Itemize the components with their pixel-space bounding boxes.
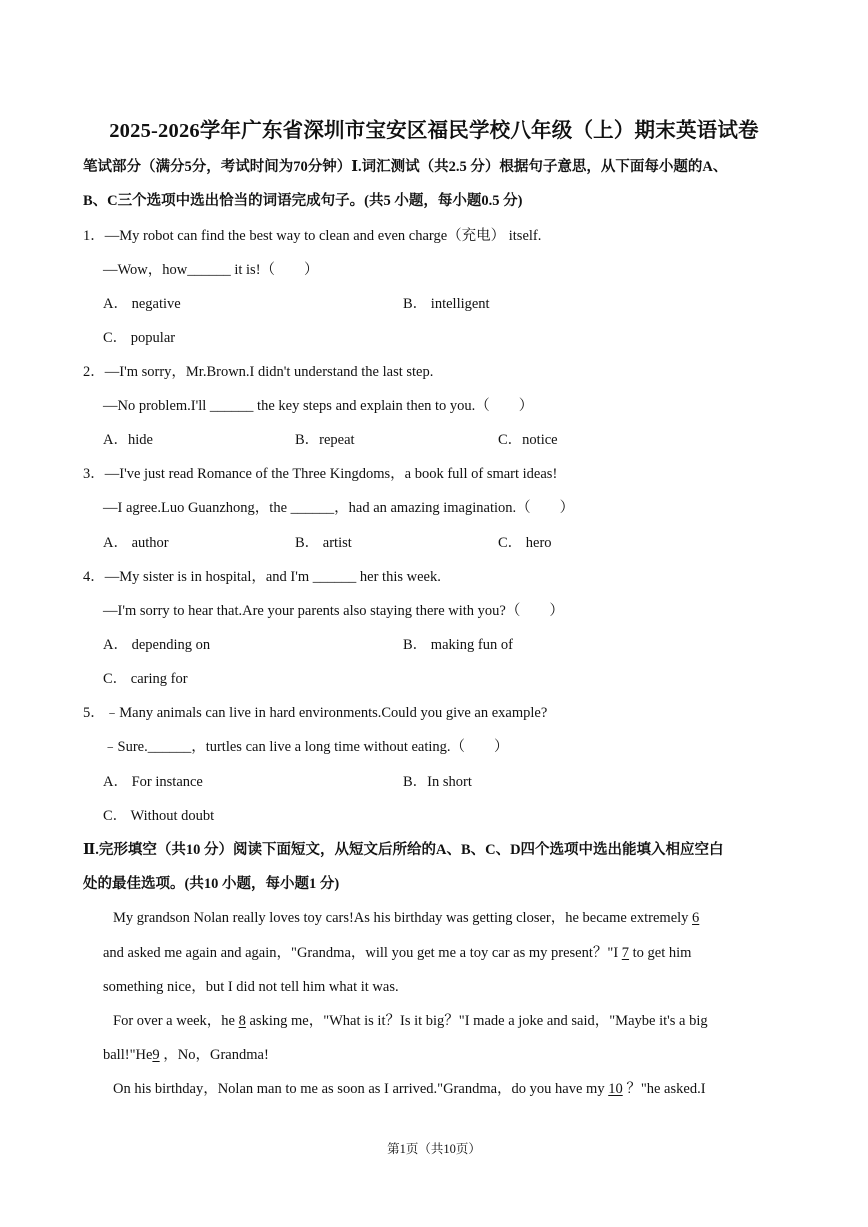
question-2-option-c[interactable]: C．notice bbox=[498, 432, 558, 448]
passage-text: My grandson Nolan really loves toy cars!As his birthday was getting closer，he became extremely bbox=[113, 910, 689, 926]
passage-text: ，No，Grandma! bbox=[163, 1047, 269, 1063]
intro-line-2: B、C三个选项中选出恰当的词语完成句子。(共5 小题，每小题0.5 分) bbox=[83, 193, 523, 209]
question-3-text: 3．—I've just read Romance of the Three Kingdoms，a book full of smart ideas! bbox=[83, 466, 558, 482]
question-4-text: 4．—My sister is in hospital，and I'm ______ her this week. bbox=[83, 569, 441, 585]
question-5-option-b[interactable]: B．In short bbox=[403, 774, 472, 790]
passage-text: and asked me again and again，"Grandma，will you get me a toy car as my present？"I bbox=[103, 945, 619, 961]
page-title: 2025-2026学年广东省深圳市宝安区福民学校八年级（上）期末英语试卷 bbox=[109, 120, 759, 142]
passage-line-4 bbox=[113, 1012, 708, 1030]
question-3-option-b[interactable]: B． artist bbox=[295, 535, 352, 551]
blank-10: 10 bbox=[608, 1081, 623, 1097]
section-2-heading-1: Ⅱ.完形填空（共10 分）阅读下面短文，从短文后所给的A、B、C、D四个选项中选出能填入相应空白 bbox=[83, 842, 724, 858]
passage-line-3: something nice，but I did not tell him what it was. bbox=[103, 979, 399, 995]
section-2-heading-2: 处的最佳选项。(共10 小题，每小题1 分) bbox=[83, 876, 340, 892]
passage-text: For over a week，he bbox=[113, 1013, 235, 1029]
question-3-option-c[interactable]: C． hero bbox=[498, 535, 552, 551]
question-4-option-c[interactable]: C． caring for bbox=[103, 671, 188, 687]
blank-9: 9 bbox=[152, 1047, 160, 1063]
passage-text: On his birthday，Nolan man to me as soon as I arrived."Grandma，do you have my bbox=[113, 1081, 605, 1097]
question-3-option-a[interactable]: A． author bbox=[103, 535, 169, 551]
question-5-option-a[interactable]: A． For instance bbox=[103, 774, 203, 790]
question-1-option-c[interactable]: C． popular bbox=[103, 330, 176, 346]
passage-line-6 bbox=[113, 1080, 706, 1098]
question-1-option-b[interactable]: B． intelligent bbox=[403, 296, 490, 312]
page-footer: 第1页（共10页） bbox=[387, 1142, 481, 1156]
question-2-text: 2．—I'm sorry，Mr.Brown.I didn't understand the last step. bbox=[83, 364, 434, 380]
passage-line-2 bbox=[103, 944, 691, 962]
question-2-option-a[interactable]: A．hide bbox=[103, 432, 153, 448]
question-1-answer: —Wow，how______ it is!（ ） bbox=[103, 262, 319, 278]
question-5-option-c[interactable]: C． Without doubt bbox=[103, 808, 215, 824]
question-1-option-a[interactable]: A． negative bbox=[103, 296, 181, 312]
blank-7: 7 bbox=[621, 945, 630, 961]
question-2-answer: —No problem.I'll ______ the key steps and explain then to you.（ ） bbox=[103, 398, 534, 414]
passage-line-5 bbox=[103, 1046, 269, 1064]
passage-text: ball!"He bbox=[103, 1047, 153, 1063]
question-5-text: 5．﹣Many animals can live in hard environments.Could you give an example? bbox=[83, 705, 548, 721]
question-5-answer: ﹣Sure.______，turtles can live a long time without eating.（ ） bbox=[103, 739, 509, 755]
passage-text: ？"he asked.I bbox=[626, 1081, 706, 1097]
question-2-option-b[interactable]: B．repeat bbox=[295, 432, 355, 448]
question-3-answer: —I agree.Luo Guanzhong，the ______，had an amazing imagination.（ ） bbox=[103, 500, 575, 516]
intro-line-1: 笔试部分（满分5分，考试时间为70分钟）Ⅰ.词汇测试（共2.5 分）根据句子意思，从下面每小题的A、 bbox=[83, 159, 728, 175]
passage-text: to get him bbox=[629, 945, 692, 961]
question-1-text: 1．—My robot can find the best way to clean and even charge（充电） itself. bbox=[83, 228, 542, 244]
question-4-answer: —I'm sorry to hear that.Are your parents also staying there with you?（ ） bbox=[103, 603, 564, 619]
passage-text: asking me，"What is it？Is it big？"I made a joke and said，"Maybe it's a big bbox=[245, 1013, 708, 1029]
passage-line-1 bbox=[113, 909, 699, 927]
question-4-option-b[interactable]: B． making fun of bbox=[403, 637, 513, 653]
question-4-option-a[interactable]: A． depending on bbox=[103, 637, 211, 653]
blank-8: 8 bbox=[238, 1013, 246, 1029]
blank-6: 6 bbox=[692, 910, 700, 926]
